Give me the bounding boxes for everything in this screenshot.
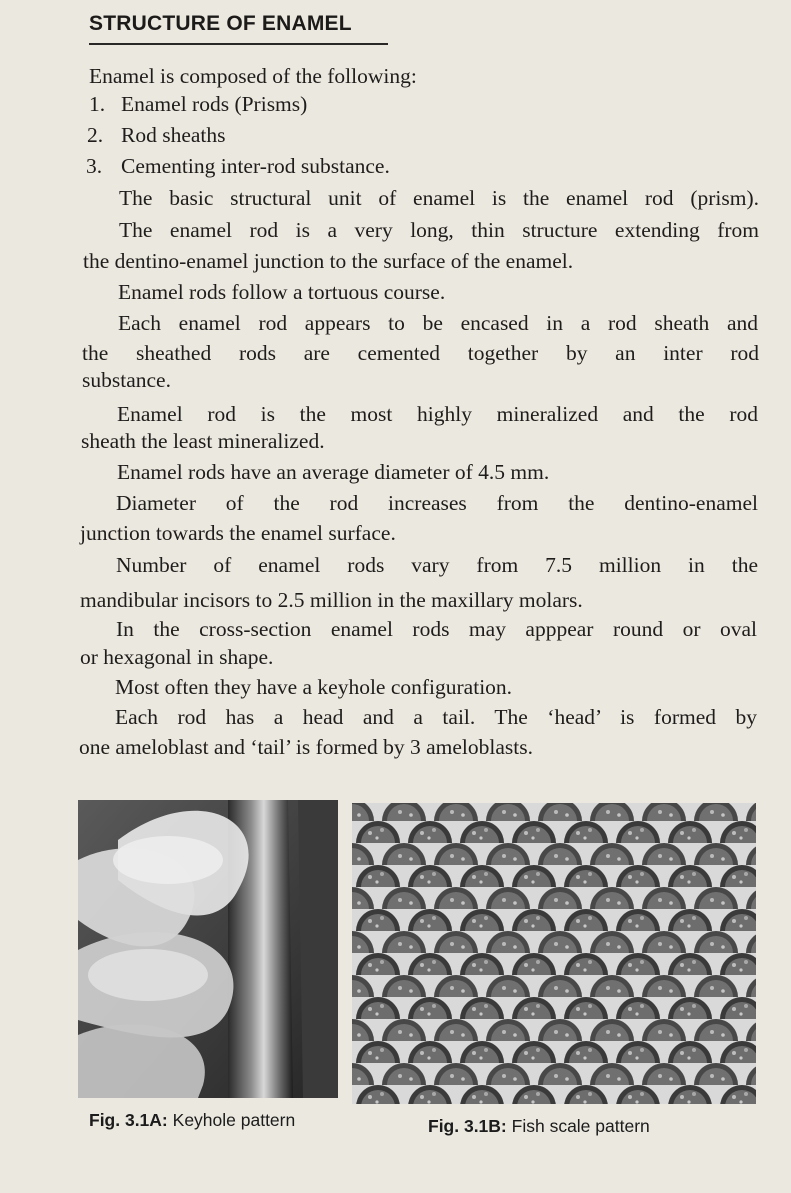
fish-scale-pattern-graphic bbox=[352, 803, 756, 1104]
figure-b-text: Fish scale pattern bbox=[511, 1116, 650, 1136]
paragraph-line: the dentino-enamel junction to the surface of the enamel. bbox=[83, 249, 574, 273]
paragraph-line: junction towards the enamel surface. bbox=[80, 521, 396, 545]
keyhole-pattern-graphic bbox=[78, 800, 338, 1098]
paragraph-line: Diameter of the rod increases from the dentino-enamel bbox=[116, 491, 758, 515]
figure-a-label: Fig. 3.1A: bbox=[89, 1110, 168, 1130]
section-heading: STRUCTURE OF ENAMEL bbox=[89, 12, 352, 35]
figure-keyhole-image bbox=[78, 800, 338, 1098]
paragraph-line: The basic structural unit of enamel is the enamel rod (prism). bbox=[119, 186, 759, 210]
figure-b-caption bbox=[428, 1116, 650, 1137]
paragraph-line: one ameloblast and ‘tail’ is formed by 3 ameloblasts. bbox=[79, 735, 533, 759]
list-number: 1. bbox=[89, 92, 106, 116]
paragraph-line: Enamel rod is the most highly mineralized and the rod bbox=[117, 402, 758, 426]
paragraph-line: Enamel rods have an average diameter of 4.5 mm. bbox=[117, 460, 550, 484]
list-number: 3. bbox=[86, 154, 103, 178]
figure-b-label: Fig. 3.1B: bbox=[428, 1116, 507, 1136]
list-item: Enamel rods (Prisms) bbox=[121, 92, 308, 116]
heading-underline bbox=[89, 43, 388, 45]
list-item: Cementing inter-rod substance. bbox=[121, 154, 390, 178]
paragraph-line: substance. bbox=[82, 368, 171, 392]
paragraph-line: sheath the least mineralized. bbox=[81, 429, 325, 453]
paragraph-line: Each rod has a head and a tail. The ‘head’ is formed by bbox=[115, 705, 757, 729]
paragraph-line: Each enamel rod appears to be encased in a rod sheath and bbox=[118, 311, 758, 335]
figure-a-caption bbox=[89, 1110, 295, 1131]
figure-a-text: Keyhole pattern bbox=[172, 1110, 296, 1130]
paragraph-line: mandibular incisors to 2.5 million in the maxillary molars. bbox=[80, 588, 583, 612]
paragraph-line: The enamel rod is a very long, thin structure extending from bbox=[119, 218, 759, 242]
paragraph-line: or hexagonal in shape. bbox=[80, 645, 274, 669]
figure-fish-scale-image bbox=[352, 803, 756, 1104]
paragraph-line: Most often they have a keyhole configuration. bbox=[115, 675, 513, 699]
list-item: Rod sheaths bbox=[121, 123, 226, 147]
list-number: 2. bbox=[87, 123, 104, 147]
intro-text: Enamel is composed of the following: bbox=[89, 64, 417, 88]
paragraph-line: In the cross-section enamel rods may apppear round or oval bbox=[116, 617, 757, 641]
paragraph-line: Enamel rods follow a tortuous course. bbox=[118, 280, 446, 304]
paragraph-line: Number of enamel rods vary from 7.5 million in the bbox=[116, 553, 758, 577]
paragraph-line: the sheathed rods are cemented together by an inter rod bbox=[82, 341, 759, 365]
